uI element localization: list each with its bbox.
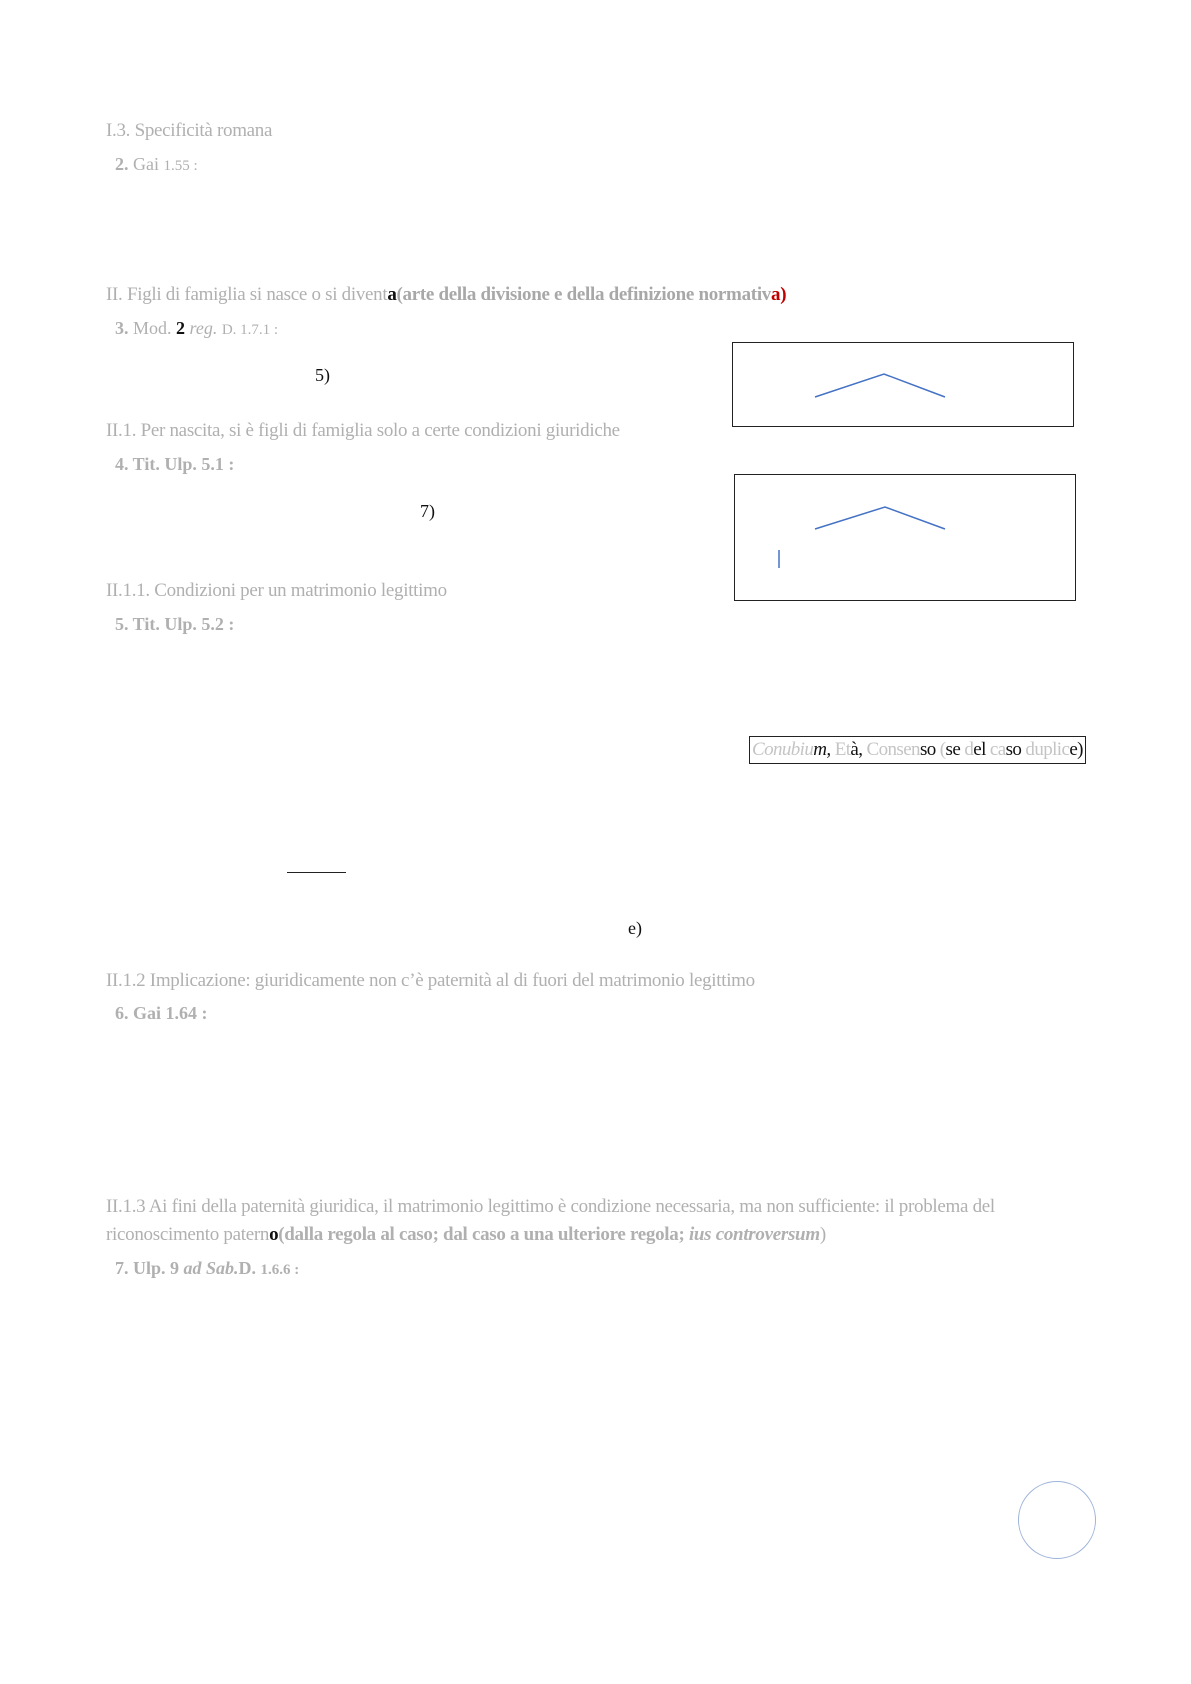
chip-part: m, xyxy=(813,739,831,760)
section-heading-ii13-line1: II.1.3 Ai fini della paternità giuridica, il matrimonio legittimo è condizione necessaria, ma non sufficiente: il problema del xyxy=(106,1196,995,1217)
source-author: 7. Ulp. 9 xyxy=(115,1258,180,1278)
tree-branch xyxy=(815,507,945,529)
tree-branch-diagram xyxy=(733,343,1073,426)
heading-main-text: II. Figli di famiglia si nasce o si divent xyxy=(106,284,388,305)
source-work: reg. xyxy=(189,318,218,338)
source-book: 2 xyxy=(176,318,186,338)
source-reference: 1.6.6 : xyxy=(260,1262,300,1278)
chip-part: à, xyxy=(850,739,863,760)
chip-part: el xyxy=(973,739,986,760)
source-author: Mod. xyxy=(133,318,172,338)
chip-part: se xyxy=(945,739,961,760)
source-digest: D. xyxy=(238,1258,257,1278)
chip-part: so xyxy=(919,739,936,760)
source-reference: D. 1.7.1 : xyxy=(221,322,279,338)
source-tit-ulp-51: 4. Tit. Ulp. 5.1 : xyxy=(115,454,235,474)
conditions-chip xyxy=(749,736,1086,764)
diagram-box-2 xyxy=(734,474,1076,601)
source-ulp-ad-sab xyxy=(115,1258,299,1279)
chip-part: ca xyxy=(985,739,1006,760)
tree-branch-diagram xyxy=(735,475,1075,600)
source-tit-ulp-52: 5. Tit. Ulp. 5.2 : xyxy=(115,614,235,634)
heading-end-red: a) xyxy=(771,284,787,305)
source-work: ad Sab. xyxy=(183,1258,239,1278)
diagram-box-1 xyxy=(732,342,1074,427)
chip-part: so xyxy=(1005,739,1022,760)
heading-letter-o: o xyxy=(269,1224,279,1245)
chip-part: e) xyxy=(1069,739,1083,760)
source-number: 2. xyxy=(115,154,129,174)
marker-7: 7) xyxy=(420,501,435,521)
heading-parenthetical: (dalla regola al caso; dal caso a una ulteriore regola; xyxy=(278,1224,685,1245)
chip-part: Consen xyxy=(862,739,920,760)
section-heading-i3: I.3. Specificità romana xyxy=(106,120,273,141)
chip-part: d xyxy=(960,739,974,760)
chip-part: Conubiu xyxy=(752,739,814,760)
heading-close-paren: ) xyxy=(819,1224,826,1245)
tree-branch xyxy=(815,374,945,397)
marker-e: e) xyxy=(628,918,642,938)
heading-parenthetical: (arte della divisione e della definizione normativ xyxy=(396,284,771,305)
section-heading-ii11: II.1.1. Condizioni per un matrimonio legittimo xyxy=(106,580,447,601)
source-number: 3. xyxy=(115,318,129,338)
source-mod-reg xyxy=(115,318,278,339)
source-author: Gai xyxy=(133,154,159,174)
chip-part: duplic xyxy=(1021,739,1070,760)
source-gai-155 xyxy=(115,154,198,175)
source-gai-164: 6. Gai 1.64 : xyxy=(115,1003,208,1023)
section-heading-ii1: II.1. Per nascita, si è figli di famiglia solo a certe condizioni giuridiche xyxy=(106,420,620,441)
heading-text: riconoscimento patern xyxy=(106,1224,270,1245)
chip-part: Et xyxy=(830,739,851,760)
section-heading-ii12: II.1.2 Implicazione: giuridicamente non c’è paternità al di fuori del matrimonio legittimo xyxy=(106,970,755,991)
source-reference: 1.55 : xyxy=(163,158,198,174)
section-heading-ii xyxy=(106,284,786,306)
marker-5: 5) xyxy=(315,365,330,385)
chip-part: ( xyxy=(935,739,946,760)
page-number-circle xyxy=(1018,1481,1096,1559)
section-heading-ii13-line2 xyxy=(106,1224,826,1246)
heading-ius-controversum: ius controversum xyxy=(688,1224,820,1245)
short-rule xyxy=(287,872,346,873)
heading-letter-a: a xyxy=(387,284,397,305)
